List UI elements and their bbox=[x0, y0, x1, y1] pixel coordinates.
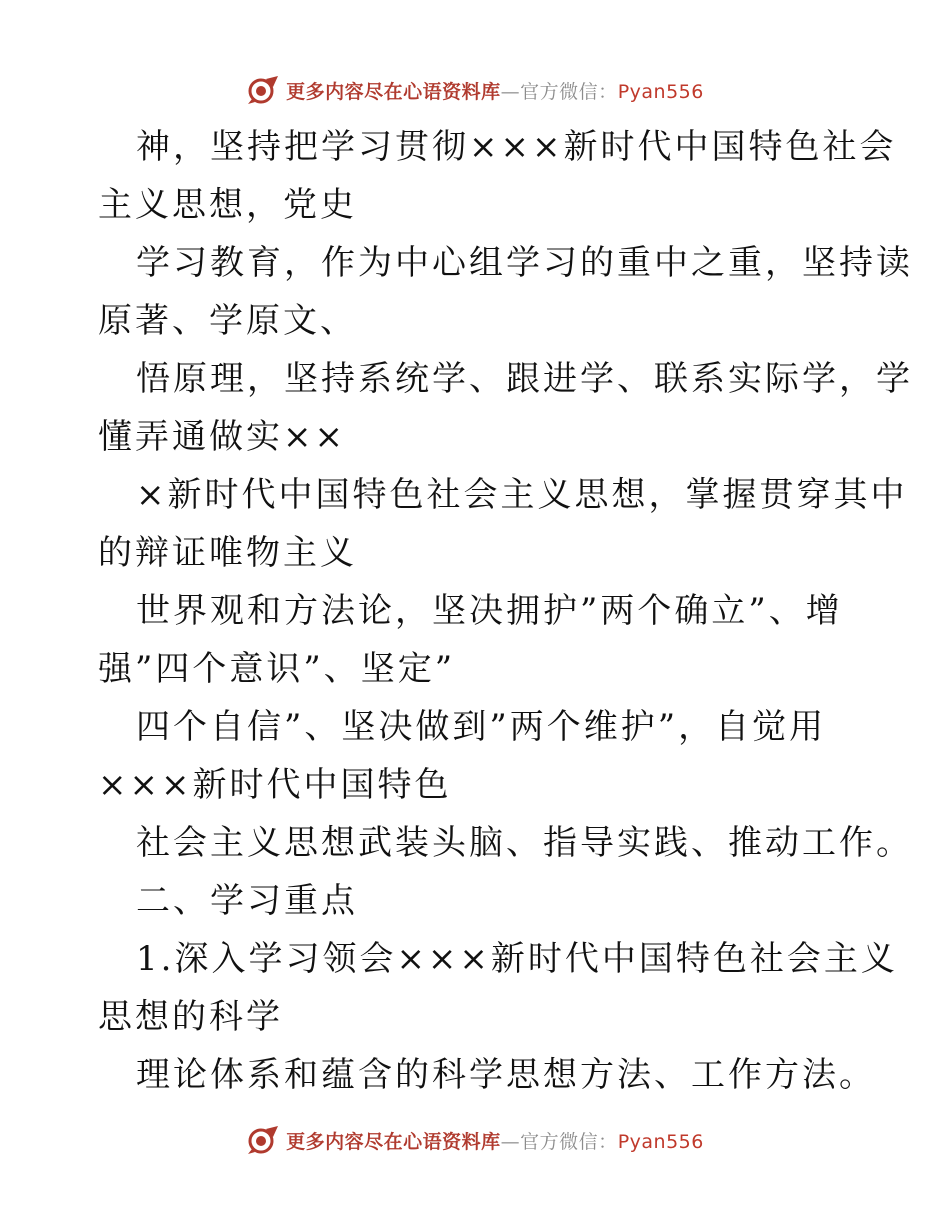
watermark-brand: 更多内容尽在心语资料库 bbox=[286, 80, 501, 103]
watermark-separator: — bbox=[500, 80, 521, 103]
body-line: 神，坚持把学习贯彻×××新时代中国特色社会 bbox=[136, 127, 897, 167]
body-line: 懂弄通做实×× bbox=[98, 417, 346, 457]
body-line: 主义思想，党史 bbox=[98, 185, 357, 225]
watermark-brand: 更多内容尽在心语资料库 bbox=[286, 1130, 501, 1153]
watermark-official: 官方微信： bbox=[520, 1130, 618, 1153]
watermark-separator: — bbox=[500, 1130, 521, 1153]
body-line: 理论体系和蕴含的科学思想方法、工作方法。 bbox=[136, 1055, 876, 1095]
watermark-id: Pyan556 bbox=[617, 1130, 704, 1153]
document-body bbox=[98, 118, 913, 1104]
body-line: 原著、学原文、 bbox=[98, 301, 357, 341]
body-line: 强”四个意识”、坚定” bbox=[98, 649, 456, 689]
body-line: 1.深入学习领会×××新时代中国特色社会主义 bbox=[136, 939, 898, 979]
body-line: 思想的科学 bbox=[98, 997, 283, 1037]
footer-watermark bbox=[0, 1122, 950, 1158]
logo-icon bbox=[246, 75, 280, 105]
header-watermark bbox=[0, 72, 950, 108]
body-line: 社会主义思想武装头脑、指导实践、推动工作。 bbox=[136, 823, 913, 863]
body-line: ×新时代中国特色社会主义思想，掌握贯穿其中 bbox=[136, 475, 908, 515]
watermark-text bbox=[286, 77, 704, 104]
section-heading: 二、学习重点 bbox=[136, 881, 358, 921]
watermark-official: 官方微信： bbox=[520, 80, 618, 103]
body-line: ×××新时代中国特色 bbox=[98, 765, 452, 805]
body-line: 悟原理，坚持系统学、跟进学、联系实际学，学 bbox=[136, 359, 913, 399]
body-line: 学习教育，作为中心组学习的重中之重，坚持读 bbox=[136, 243, 913, 283]
body-line: 四个自信”、坚决做到”两个维护”，自觉用 bbox=[136, 707, 827, 747]
body-line: 世界观和方法论，坚决拥护”两个确立”、增 bbox=[136, 591, 843, 631]
body-line: 的辩证唯物主义 bbox=[98, 533, 357, 573]
watermark-id: Pyan556 bbox=[617, 80, 704, 103]
watermark-text bbox=[286, 1127, 704, 1154]
logo-icon bbox=[246, 1125, 280, 1155]
